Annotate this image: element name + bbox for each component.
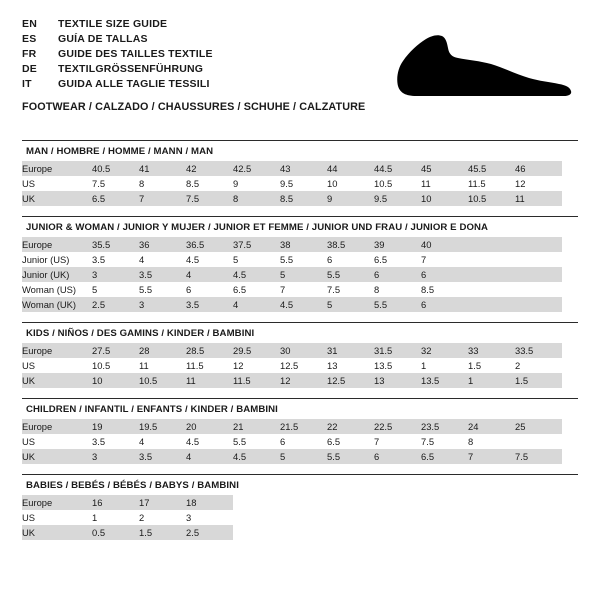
- cell-empty: [468, 282, 515, 297]
- cell: 6.5: [421, 449, 468, 464]
- row-label: UK: [22, 373, 92, 388]
- cell: 4: [139, 254, 145, 265]
- section-man: [22, 140, 578, 206]
- cell: 38: [280, 237, 327, 252]
- cell: 11.5: [468, 178, 486, 189]
- cell: 7: [139, 191, 186, 206]
- size-table-body: [22, 419, 562, 464]
- cell: 25: [515, 419, 562, 434]
- cell: 3.5: [92, 436, 106, 447]
- cell: 4.5: [186, 254, 200, 265]
- cell: 30: [280, 343, 327, 358]
- cell: 7.5: [186, 191, 233, 206]
- size-table-babies: [22, 495, 233, 540]
- cell: 13: [374, 373, 421, 388]
- section-title: BABIES / BEBÉS / BÉBÉS / BABYS / BAMBINI: [22, 474, 578, 495]
- cell: 45: [421, 161, 468, 176]
- cell: 11.5: [186, 360, 204, 371]
- size-table-body: [22, 495, 233, 540]
- table-row: [22, 373, 562, 388]
- cell: 28: [139, 343, 186, 358]
- cell: 0.5: [92, 525, 139, 540]
- cell: 5: [92, 284, 98, 295]
- table-row: [22, 358, 562, 373]
- cell: 9: [233, 178, 239, 189]
- section-title: MAN / HOMBRE / HOMME / MANN / MAN: [22, 140, 578, 161]
- cell: 6: [374, 449, 421, 464]
- cell: 40: [421, 237, 468, 252]
- row-label: UK: [22, 449, 92, 464]
- cell: 8.5: [186, 178, 200, 189]
- row-label: Europe: [22, 237, 92, 252]
- cell: 2.5: [186, 525, 233, 540]
- language-title: GUÍA DE TALLAS: [58, 33, 148, 45]
- cell: 7: [468, 449, 515, 464]
- cell: 1.5: [515, 373, 562, 388]
- cell: 10: [421, 191, 468, 206]
- cell: 7: [280, 284, 286, 295]
- cell: 6: [421, 267, 468, 282]
- cell: 31.5: [374, 343, 421, 358]
- section-title: KIDS / NIÑOS / DES GAMINS / KINDER / BAMBINI: [22, 322, 578, 343]
- cell: 11.5: [233, 373, 280, 388]
- row-label: Junior (US): [22, 254, 70, 265]
- cell: 32: [421, 343, 468, 358]
- cell: 7.5: [515, 449, 562, 464]
- cell: 13: [327, 360, 338, 371]
- cell: 4.5: [186, 436, 200, 447]
- cell: 38.5: [327, 237, 374, 252]
- cell: 3: [139, 297, 186, 312]
- cell: 5: [280, 267, 327, 282]
- cell: 4.5: [233, 267, 280, 282]
- cell: 11: [515, 191, 562, 206]
- cell: 44.5: [374, 161, 421, 176]
- cell: 1: [92, 512, 98, 523]
- section-title: CHILDREN / INFANTIL / ENFANTS / KINDER / BAMBINI: [22, 398, 578, 419]
- cell: 13.5: [374, 360, 393, 371]
- cell: 3.5: [139, 449, 186, 464]
- cell: 6: [280, 436, 286, 447]
- cell: 23.5: [421, 419, 468, 434]
- cell: 3.5: [92, 254, 106, 265]
- size-table-body: [22, 237, 562, 312]
- cell: 10: [327, 178, 338, 189]
- cell: 10: [92, 373, 139, 388]
- language-code: FR: [22, 48, 37, 60]
- cell: 4: [233, 297, 280, 312]
- table-row: [22, 343, 562, 358]
- language-title: TEXTILGRÖSSENFÜHRUNG: [58, 63, 204, 75]
- cell: 40.5: [92, 161, 139, 176]
- language-code: EN: [22, 18, 37, 30]
- table-row: [22, 252, 562, 267]
- table-row: [22, 449, 562, 464]
- language-row: [22, 48, 213, 63]
- cell: 6.5: [233, 284, 247, 295]
- cell: 21: [233, 419, 280, 434]
- cell: 4: [186, 449, 233, 464]
- row-label: Woman (UK): [22, 297, 92, 312]
- cell: 1.5: [139, 525, 186, 540]
- cell: 46: [515, 161, 562, 176]
- footwear-subtitle: FOOTWEAR / CALZADO / CHAUSSURES / SCHUHE / CALZATURE: [22, 101, 366, 113]
- cell: 4.5: [233, 449, 280, 464]
- cell: 8: [139, 178, 145, 189]
- language-row: [22, 18, 213, 33]
- cell: 33.5: [515, 343, 562, 358]
- cell: 21.5: [280, 419, 327, 434]
- cell: 5: [327, 297, 374, 312]
- cell: 2.5: [92, 297, 139, 312]
- row-label: US: [22, 512, 36, 523]
- cell: 5.5: [374, 297, 421, 312]
- cell: 6: [186, 284, 192, 295]
- cell: 3: [186, 512, 192, 523]
- cell-empty: [515, 252, 562, 267]
- row-label: Europe: [22, 161, 92, 176]
- language-row: [22, 33, 213, 48]
- cell-empty: [468, 252, 515, 267]
- cell-empty: [515, 434, 562, 449]
- cell: 37.5: [233, 237, 280, 252]
- language-title: TEXTILE SIZE GUIDE: [58, 18, 168, 30]
- table-row: [22, 434, 562, 449]
- row-label: Junior (UK): [22, 267, 92, 282]
- row-label: Europe: [22, 495, 92, 510]
- cell: 6: [421, 297, 468, 312]
- table-row: [22, 191, 562, 206]
- cell: 42: [186, 161, 233, 176]
- size-table-junior-woman: [22, 237, 562, 312]
- cell: 12.5: [280, 360, 299, 371]
- section-junior-woman: [22, 216, 578, 312]
- cell: 41: [139, 161, 186, 176]
- cell-empty: [515, 237, 562, 252]
- language-row: [22, 63, 213, 78]
- cell: 2: [139, 512, 145, 523]
- cell: 12: [280, 373, 327, 388]
- row-label: UK: [22, 525, 92, 540]
- cell: 6.5: [327, 436, 341, 447]
- cell: 6: [327, 254, 333, 265]
- cell: 5: [233, 254, 239, 265]
- language-row: [22, 78, 213, 93]
- size-table-children: [22, 419, 562, 464]
- cell: 24: [468, 419, 515, 434]
- cell: 27.5: [92, 343, 139, 358]
- table-row: [22, 237, 562, 252]
- dress-shoe-silhouette-icon: [392, 30, 574, 100]
- cell: 11: [139, 360, 149, 371]
- size-table-body: [22, 161, 562, 206]
- cell: 8: [233, 191, 280, 206]
- cell: 10.5: [92, 360, 111, 371]
- cell: 1: [468, 373, 515, 388]
- table-row: [22, 419, 562, 434]
- cell: 31: [327, 343, 374, 358]
- cell: 4: [186, 267, 233, 282]
- size-table-man: [22, 161, 562, 206]
- row-label: US: [22, 360, 36, 371]
- cell: 45.5: [468, 161, 515, 176]
- cell: 19: [92, 419, 139, 434]
- cell-empty: [515, 282, 562, 297]
- cell: 22.5: [374, 419, 421, 434]
- cell: 11: [421, 178, 431, 189]
- cell: 19.5: [139, 419, 186, 434]
- cell: 10.5: [374, 178, 393, 189]
- language-title: GUIDA ALLE TAGLIE TESSILI: [58, 78, 210, 90]
- cell: 5.5: [327, 449, 374, 464]
- table-row: [22, 297, 562, 312]
- cell: 2: [515, 360, 521, 371]
- cell: 28.5: [186, 343, 233, 358]
- cell: 12: [515, 178, 526, 189]
- cell: 9: [327, 191, 374, 206]
- cell: 22: [327, 419, 374, 434]
- size-table-kids: [22, 343, 562, 388]
- row-label: Woman (US): [22, 284, 77, 295]
- table-row: [22, 495, 233, 510]
- cell: 5.5: [233, 436, 247, 447]
- cell: 10.5: [139, 373, 186, 388]
- cell-empty: [468, 237, 515, 252]
- cell: 1.5: [468, 360, 482, 371]
- cell: 3: [92, 267, 139, 282]
- cell-empty: [515, 297, 562, 312]
- cell: 5.5: [280, 254, 294, 265]
- cell: 36: [139, 237, 186, 252]
- cell: 1: [421, 360, 427, 371]
- cell: 5.5: [139, 284, 153, 295]
- cell: 4: [139, 436, 145, 447]
- cell-empty: [468, 267, 515, 282]
- cell: 43: [280, 161, 327, 176]
- cell: 8: [468, 436, 474, 447]
- cell: 44: [327, 161, 374, 176]
- cell: 13.5: [421, 373, 468, 388]
- row-label: Europe: [22, 343, 92, 358]
- table-row: [22, 267, 562, 282]
- row-label: US: [22, 178, 36, 189]
- cell: 12: [233, 360, 244, 371]
- table-row: [22, 176, 562, 191]
- cell: 4.5: [280, 297, 327, 312]
- cell: 29.5: [233, 343, 280, 358]
- section-title: JUNIOR & WOMAN / JUNIOR Y MUJER / JUNIOR ET FEMME / JUNIOR UND FRAU / JUNIOR E DONA: [22, 216, 578, 237]
- row-label: UK: [22, 191, 92, 206]
- language-code: ES: [22, 33, 37, 45]
- section-kids: [22, 322, 578, 388]
- row-label: Europe: [22, 419, 92, 434]
- cell-empty: [515, 267, 562, 282]
- cell: 10.5: [468, 191, 515, 206]
- cell: 7.5: [327, 284, 341, 295]
- cell: 9.5: [280, 178, 294, 189]
- cell: 16: [92, 495, 139, 510]
- table-row: [22, 525, 233, 540]
- section-babies: [22, 474, 578, 540]
- cell: 35.5: [92, 237, 139, 252]
- cell: 33: [468, 343, 515, 358]
- cell: 7.5: [92, 178, 106, 189]
- table-row: [22, 282, 562, 297]
- cell: 3: [92, 449, 139, 464]
- cell: 3.5: [186, 297, 233, 312]
- cell: 5.5: [327, 267, 374, 282]
- cell: 12.5: [327, 373, 374, 388]
- language-title: GUIDE DES TAILLES TEXTILE: [58, 48, 213, 60]
- cell: 39: [374, 237, 421, 252]
- table-row: [22, 510, 233, 525]
- cell: 7: [421, 254, 427, 265]
- cell-empty: [468, 297, 515, 312]
- cell: 11: [186, 373, 233, 388]
- cell: 7.5: [421, 436, 435, 447]
- cell: 7: [374, 436, 380, 447]
- cell: 18: [186, 495, 233, 510]
- cell: 36.5: [186, 237, 233, 252]
- cell: 6.5: [374, 254, 388, 265]
- cell: 6.5: [92, 191, 139, 206]
- cell: 9.5: [374, 191, 421, 206]
- cell: 17: [139, 495, 186, 510]
- language-title-table: [22, 18, 213, 93]
- language-title-rows: [22, 18, 213, 93]
- cell: 8.5: [421, 284, 435, 295]
- language-code: IT: [22, 78, 32, 90]
- row-label: US: [22, 436, 36, 447]
- language-code: DE: [22, 63, 37, 75]
- cell: 8: [374, 284, 380, 295]
- size-sections: [22, 140, 578, 540]
- cell: 6: [374, 267, 421, 282]
- document-header: [22, 18, 578, 113]
- cell: 3.5: [139, 267, 186, 282]
- table-row: [22, 161, 562, 176]
- cell: 8.5: [280, 191, 327, 206]
- section-children: [22, 398, 578, 464]
- cell: 5: [280, 449, 327, 464]
- cell: 20: [186, 419, 233, 434]
- size-table-body: [22, 343, 562, 388]
- cell: 42.5: [233, 161, 280, 176]
